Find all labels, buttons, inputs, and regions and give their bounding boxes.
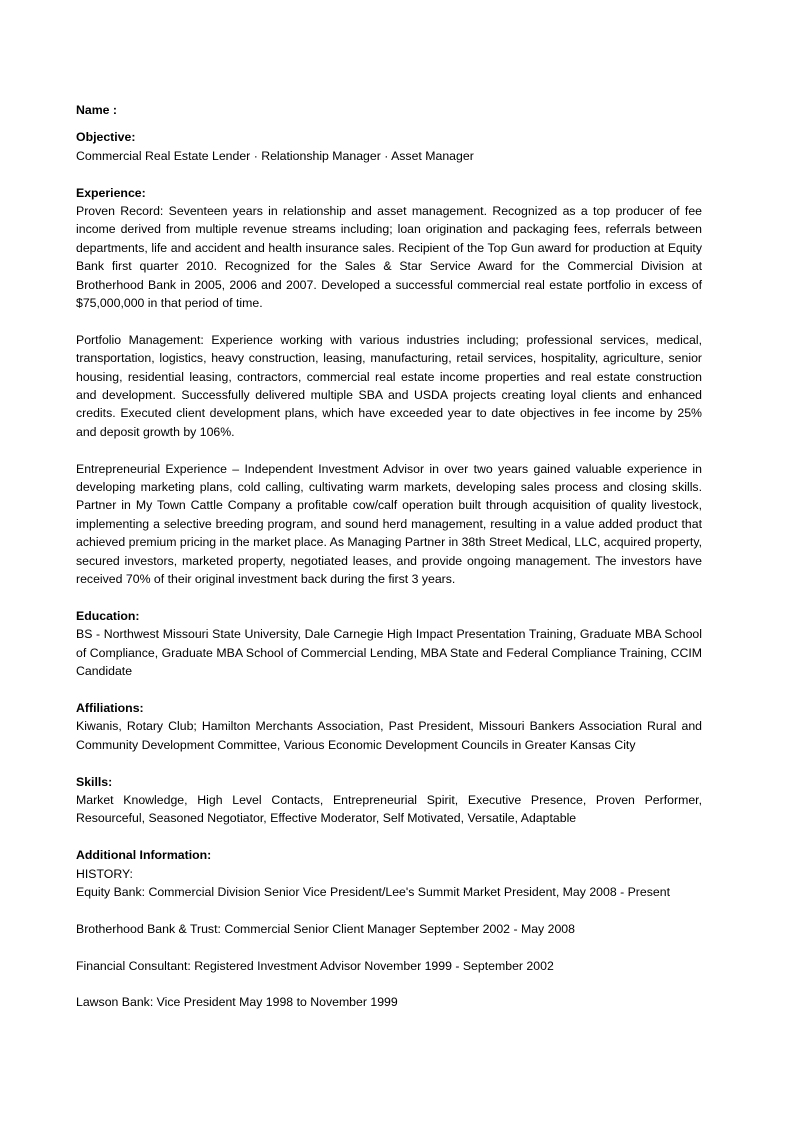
- additional-information-heading: Additional Information:: [76, 848, 212, 863]
- experience-section: [76, 184, 702, 589]
- experience-paragraph-proven-record: Proven Record: Seventeen years in relationship and asset management. Recognized as a top producer of fee income derived from multiple revenue streams including; loan origination and packaging fees, referrals between departments, life and accident and health insurance sales. Recipient of the Top Gun award for production at Equity Bank first quarter 2010. Recognized for the Sales & Star Service Award for the Commercial Division at Brotherhood Bank in 2005, 2006 and 2007. Developed a successful commercial real estate portfolio in excess of $75,000,000 in that period of time.: [76, 204, 702, 311]
- experience-paragraph-entrepreneurial: Entrepreneurial Experience – Independent Investment Advisor in over two years gained valuable experience in developing marketing plans, cold calling, cultivating warm markets, developing sales process and closing skills. Partner in My Town Cattle Company a profitable cow/calf operation built through acquisition of quality livestock, implementing a selective breeding program, and sound herd management, resulting in a value added product that achieved premium pricing in the market place. As Managing Partner in 38th Street Medical, LLC, acquired property, secured investors, marketed property, negotiated leases, and provide ongoing management. The investors have received 70% of their original investment back during the first 3 years.: [76, 461, 702, 587]
- skills-section: [76, 773, 702, 828]
- name-label: Name :: [76, 103, 118, 117]
- history-entry-equity-bank: Equity Bank: Commercial Division Senior Vice President/Lee's Summit Market President, May 2008 - Present: [76, 884, 670, 899]
- education-text: BS - Northwest Missouri State University, Dale Carnegie High Impact Presentation Training, Graduate MBA School of Compliance, Graduate MBA School of Commercial Lending, MBA State and Federal Compliance Training, CCIM Candidate: [76, 627, 702, 679]
- resume-document: [76, 101, 702, 1030]
- objective-section: [76, 128, 702, 165]
- history-subheading: HISTORY:: [76, 866, 133, 881]
- education-heading: Education:: [76, 608, 140, 623]
- history-entry-financial-consultant: Financial Consultant: Registered Investment Advisor November 1999 - September 2002: [76, 958, 554, 973]
- additional-information-section: [76, 846, 702, 1012]
- education-section: [76, 607, 702, 681]
- objective-heading: Objective:: [76, 130, 136, 145]
- experience-heading: Experience:: [76, 185, 146, 200]
- affiliations-text: Kiwanis, Rotary Club; Hamilton Merchants Association, Past President, Missouri Bankers Association Rural and Community Development Committee, Various Economic Development Councils in Greater Kansas City: [76, 719, 702, 752]
- affiliations-heading: Affiliations:: [76, 700, 144, 715]
- objective-text: Commercial Real Estate Lender · Relationship Manager · Asset Manager: [76, 148, 474, 163]
- experience-paragraph-portfolio-management: Portfolio Management: Experience working with various industries including; professional services, medical, transportation, logistics, heavy construction, leasing, manufacturing, retail services, hospitality, agriculture, senior housing, residential leasing, contractors, commercial real estate income properties and real estate construction and development. Successfully delivered multiple SBA and USDA projects creating loyal clients and enhanced credits. Executed client development plans, which have exceeded year to date objectives in fee income by 25% and deposit growth by 106%.: [76, 332, 702, 439]
- skills-heading: Skills:: [76, 774, 113, 789]
- affiliations-section: [76, 699, 702, 754]
- history-entry-lawson-bank: Lawson Bank: Vice President May 1998 to November 1999: [76, 995, 398, 1010]
- skills-text: Market Knowledge, High Level Contacts, Entrepreneurial Spirit, Executive Presence, Proven Performer, Resourceful, Seasoned Negotiator, Effective Moderator, Self Motivated, Versatile, Adaptable: [76, 792, 702, 826]
- name-section: [76, 101, 702, 119]
- history-entry-brotherhood-bank: Brotherhood Bank & Trust: Commercial Senior Client Manager September 2002 - May 2008: [76, 921, 575, 936]
